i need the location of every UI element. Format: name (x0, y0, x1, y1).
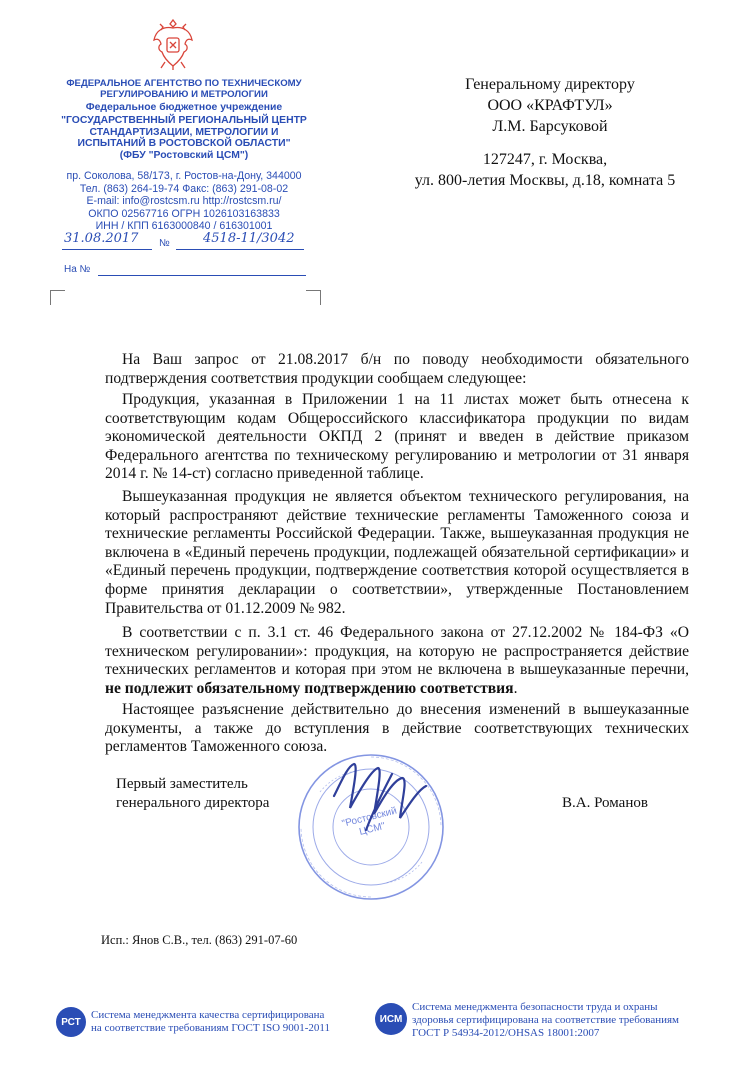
center-line-1: "ГОСУДАРСТВЕННЫЙ РЕГИОНАЛЬНЫЙ ЦЕНТР (61, 115, 307, 126)
footer-cert-2 (412, 1001, 679, 1040)
recipient-address-line-1: 127247, г. Москва, (482, 151, 608, 168)
institution-type: Федеральное бюджетное учреждение (85, 102, 283, 113)
recipient-block (430, 74, 670, 137)
coat-of-arms-icon (150, 16, 196, 72)
paragraph-5: Настоящее разъяснение действительно до внесения изменений в вышеуказанные документы, а также до вступления в действие соответствующих технических регламентов Таможенного союза. (105, 701, 689, 756)
letterhead-address: пр. Соколова, 58/173, г. Ростов-на-Дону, 344000 (66, 170, 302, 182)
letterhead-okpo-ogrn: ОКПО 02567716 ОГРН 1026103163833 (88, 207, 280, 220)
signer-position-line-1: Первый заместитель (116, 776, 248, 792)
footer-cert-1-line-1: Система менеджмента качества сертифицирована (91, 1009, 325, 1021)
reply-label: На № (64, 264, 91, 275)
paragraph-4 (105, 624, 689, 698)
footer-cert-2-line-3: ГОСТ Р 54934-2012/OHSAS 18001:2007 (412, 1027, 600, 1039)
recipient-title: Генеральному директору (465, 76, 635, 93)
paragraph-4-text: В соответствии с п. 3.1 ст. 46 Федерального закона от 27.12.2002 № 184-ФЗ «О техническом регулировании»: продукция, на которую не распространяется действие технических регламентов и которая при этом не включена в вышеуказанные перечни, (105, 624, 689, 679)
signer-position (116, 775, 269, 813)
executor-info: Исп.: Янов С.В., тел. (863) 291-07-60 (101, 933, 298, 947)
date-underline (62, 249, 152, 250)
agency-name (52, 78, 316, 100)
center-name (52, 115, 316, 161)
date-handwritten: 31.08.2017 (64, 231, 139, 246)
footer-cert-1-line-2: на соответствие требованиям ГОСТ ISO 9001-2011 (91, 1022, 331, 1034)
stamp-text: "Ростовский ЦСМ" (340, 805, 398, 838)
paragraph-3: Вышеуказанная продукция не является объектом технического регулирования, на который распространяют действие технические регламенты Таможенного союза и технические регламенты Российской Федерации. Также, вышеуказанная продукция не включена в «Единый перечень продукции, подлежащей обязательной сертификации» и «Единый перечень продукции, подтверждение соответствия которой осуществляется в форме принятия декларации о соответствии», утвержденные Постановлением Правительства от 01.12.2009 № 982. (105, 488, 689, 617)
footer-cert-1 (91, 1009, 330, 1035)
agency-line-2: РЕГУЛИРОВАНИЮ И МЕТРОЛОГИИ (100, 89, 268, 100)
letterhead-email-web: E-mail: info@rostcsm.ru http://rostcsm.ru/ (86, 195, 282, 207)
signer-position-line-2: генерального директора (116, 795, 270, 811)
reply-underline (98, 275, 306, 276)
center-line-2: СТАНДАРТИЗАЦИИ, МЕТРОЛОГИИ И (89, 126, 279, 138)
recipient-address-line-2: ул. 800-летия Москвы, д.18, комната 5 (414, 172, 676, 189)
contact-block (52, 170, 316, 233)
corner-mark-right (306, 290, 321, 305)
letterhead-phone: Тел. (863) 264-19-74 Факс: (863) 291-08-02 (79, 182, 289, 195)
signer-name: В.А. Романов (562, 795, 648, 811)
footer-cert-2-line-1: Система менеджмента безопасности труда и охраны (412, 1001, 658, 1013)
center-line-3: ИСПЫТАНИЙ В РОСТОВСКОЙ ОБЛАСТИ" (77, 138, 291, 149)
letterhead-inn-kpp: ИНН / КПП 6163000840 / 616301001 (95, 220, 273, 232)
agency-line-1: ФЕДЕРАЛЬНОЕ АГЕНТСТВО ПО ТЕХНИЧЕСКОМУ (66, 78, 302, 89)
recipient-company: ООО «КРАФТУЛ» (487, 97, 613, 114)
number-underline (176, 249, 304, 250)
paragraph-4-bold: не подлежит обязательному подтверждению соответствия (105, 679, 514, 697)
number-handwritten: 4518-11/3042 (203, 231, 295, 246)
center-line-4: (ФБУ "Ростовский ЦСМ") (119, 149, 249, 161)
recipient-name: Л.М. Барсуковой (492, 118, 608, 135)
paragraph-1: На Ваш запрос от 21.08.2017 б/н по поводу необходимости обязательного подтверждения соответствия продукции сообщаем следующее: (105, 351, 689, 387)
paragraph-4-end: . (513, 679, 518, 697)
handwritten-signature-icon (328, 756, 438, 838)
ism-certification-logo-icon: ИСМ (375, 1003, 407, 1035)
number-label: № (159, 238, 170, 249)
footer-cert-2-line-2: здоровья сертифицирована на соответствие требованиям (412, 1014, 680, 1026)
recipient-address (395, 149, 695, 191)
gost-r-certification-logo-icon: РСТ (56, 1007, 86, 1037)
corner-mark-left (50, 290, 65, 305)
paragraph-2: Продукция, указанная в Приложении 1 на 11 листах может быть отнесена к соответствующим кодам Общероссийского классификатора продукции по видам экономической деятельности ОКПД 2 (принят и введен в действие приказом Федерального агентства по техническому регулированию и метрологии от 31 января 2014 г. № 14-ст) согласно приведенной таблице. (105, 391, 689, 483)
